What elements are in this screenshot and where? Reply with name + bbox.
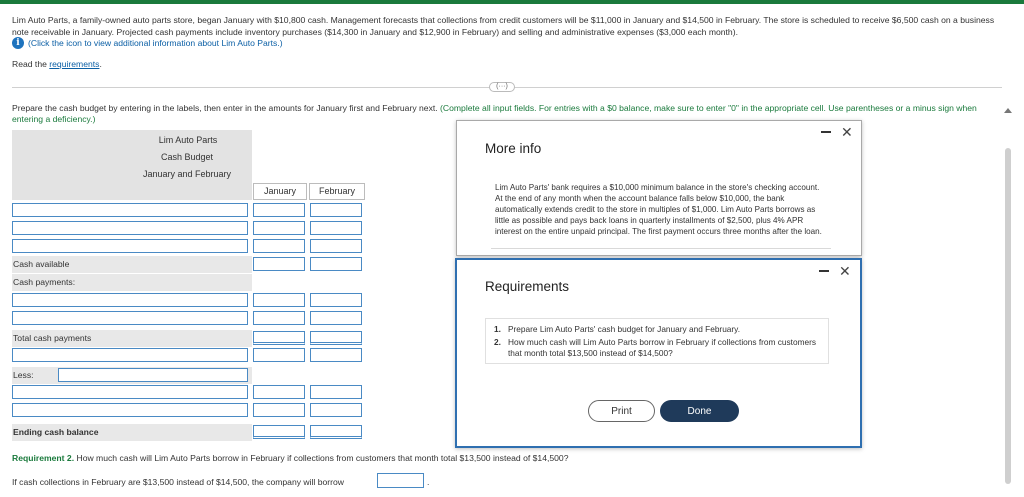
january-amount-input[interactable] [253, 403, 305, 417]
february-amount-input[interactable] [310, 348, 362, 362]
label-input[interactable] [12, 293, 248, 307]
read-requirements [12, 59, 102, 69]
cash-available-label: Cash available [12, 256, 252, 273]
january-amount-input[interactable] [253, 425, 305, 439]
february-amount-input[interactable] [310, 203, 362, 217]
label-input[interactable] [12, 221, 248, 235]
more-info-dialog [456, 120, 862, 256]
info-icon[interactable]: i [12, 37, 24, 49]
top-accent-bar [0, 0, 1024, 4]
budget-row [12, 310, 365, 327]
more-info-divider [491, 248, 831, 249]
february-amount-input[interactable] [310, 425, 362, 439]
expand-ellipsis-button[interactable]: (···) [489, 82, 515, 92]
minimize-icon[interactable] [819, 270, 829, 272]
february-amount-input[interactable] [310, 293, 362, 307]
problem-intro: Lim Auto Parts, a family-owned auto parts store, began January with $10,800 cash. Management forecasts that collections from credit customers will be $11,000 in January and $14,500 in February. The store is scheduled to receive $6,500 cash on a business note receivable in January. Projected cash payments include inventory purchases ($14,300 in January and $12,900 in February) and selling and administrative expenses ($3,000 each month). [12, 15, 995, 37]
cash-available-row [12, 256, 365, 273]
budget-row [12, 220, 365, 237]
total-cash-payments-label: Total cash payments [12, 330, 252, 347]
less-label: Less: [12, 367, 252, 384]
requirement-text: How much cash will Lim Auto Parts borrow in February if collections from customers that month total $13,500 instead of $14,500? [508, 337, 817, 358]
ending-cash-balance-row [12, 424, 365, 441]
requirement-2 [12, 453, 568, 463]
requirement-item [494, 324, 820, 335]
ending-cash-balance-label: Ending cash balance [12, 424, 252, 441]
january-amount-input[interactable] [253, 331, 305, 345]
requirement-number: 1. [494, 324, 501, 334]
close-icon[interactable]: ✕ [839, 263, 851, 279]
requirements-title: Requirements [485, 279, 570, 294]
instruction-main: Prepare the cash budget by entering in the labels, then enter in the amounts for January first and February next. [12, 103, 441, 113]
january-amount-input[interactable] [253, 311, 305, 325]
budget-header [12, 130, 365, 200]
column-header-january: January [253, 183, 307, 200]
budget-period: January and February [142, 169, 232, 179]
budget-row [12, 384, 365, 401]
print-button[interactable]: Print [588, 400, 655, 422]
requirements-list [485, 318, 829, 364]
answer-prompt: If cash collections in February are $13,500 instead of $14,500, the company will borrow [12, 477, 345, 487]
label-input[interactable] [12, 385, 248, 399]
january-amount-input[interactable] [253, 348, 305, 362]
january-amount-input[interactable] [253, 257, 305, 271]
february-amount-input[interactable] [310, 331, 362, 345]
read-prefix: Read the [12, 59, 50, 69]
budget-row [12, 347, 365, 364]
february-amount-input[interactable] [310, 403, 362, 417]
close-icon[interactable]: ✕ [841, 124, 853, 140]
scroll-up-icon[interactable] [1004, 108, 1012, 113]
total-cash-payments-row [12, 330, 365, 347]
less-row [12, 367, 365, 384]
january-amount-input[interactable] [253, 293, 305, 307]
instruction-note: (Complete all input fields. For entries with a $0 balance, make sure to enter "0" in the appropriate cell. Use parentheses or a minus sign when entering a deficiency.) [12, 103, 977, 124]
info-link[interactable] [12, 37, 283, 49]
requirement-text: Prepare Lim Auto Parts' cash budget for January and February. [508, 324, 741, 334]
february-amount-input[interactable] [310, 257, 362, 271]
minimize-icon[interactable] [821, 131, 831, 133]
label-input[interactable] [12, 403, 248, 417]
answer-suffix: . [427, 477, 430, 487]
more-info-text: Lim Auto Parts' bank requires a $10,000 minimum balance in the store's checking account. At the end of any month when the account balance falls below $10,000, the bank automatically extends credit to the store in multiples of $1,000. Lim Auto Parts borrows as little as possible and pays back loans in quarterly installments of $2,500, plus 4% APR interest on the entire unpaid principal. The first payment occurs three months after the loan. [495, 183, 822, 236]
budget-title: Cash Budget [160, 152, 214, 162]
info-link-text[interactable]: (Click the icon to view additional information about Lim Auto Parts.) [28, 38, 283, 48]
january-amount-input[interactable] [253, 385, 305, 399]
borrow-amount-input[interactable] [377, 473, 424, 488]
requirement-2-question: How much cash will Lim Auto Parts borrow in February if collections from customers that month total $13,500 instead of $14,500? [74, 453, 569, 463]
requirements-dialog [455, 258, 862, 448]
january-amount-input[interactable] [253, 239, 305, 253]
requirement-item [494, 337, 820, 359]
more-info-title: More info [485, 141, 542, 156]
february-amount-input[interactable] [310, 239, 362, 253]
budget-row [12, 238, 365, 255]
requirement-2-label: Requirement 2. [12, 453, 75, 463]
requirements-link[interactable]: requirements [49, 59, 100, 69]
company-name: Lim Auto Parts [158, 135, 218, 145]
budget-row [12, 292, 365, 309]
february-amount-input[interactable] [310, 221, 362, 235]
label-input[interactable] [12, 203, 248, 217]
budget-row [12, 202, 365, 219]
done-button[interactable]: Done [660, 400, 739, 422]
cash-payments-row [12, 274, 365, 291]
less-label-input[interactable] [58, 368, 248, 382]
january-amount-input[interactable] [253, 221, 305, 235]
label-input[interactable] [12, 239, 248, 253]
label-input[interactable] [12, 348, 248, 362]
label-input[interactable] [12, 311, 248, 325]
column-header-february: February [309, 183, 365, 200]
scrollbar-thumb[interactable] [1005, 148, 1011, 484]
cash-payments-label: Cash payments: [12, 274, 252, 291]
february-amount-input[interactable] [310, 385, 362, 399]
budget-row [12, 402, 365, 419]
page-scrollbar[interactable] [1002, 102, 1014, 495]
february-amount-input[interactable] [310, 311, 362, 325]
requirement-number: 2. [494, 337, 501, 347]
january-amount-input[interactable] [253, 203, 305, 217]
read-suffix: . [99, 59, 102, 69]
